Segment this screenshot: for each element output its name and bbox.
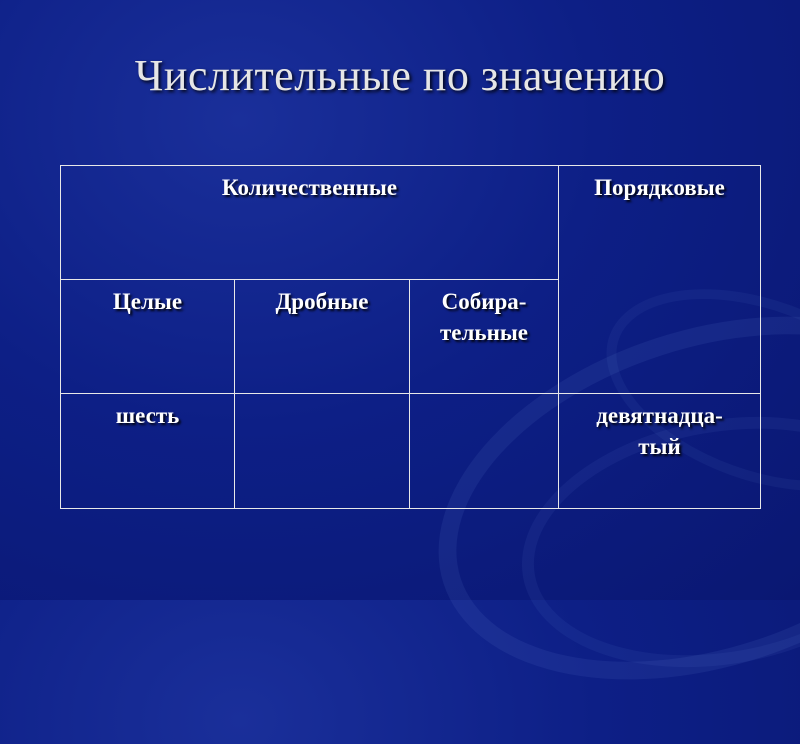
cell-whole-example: шесть [61,394,235,509]
numerals-table [60,165,761,509]
header-collective [410,280,559,394]
header-collective-line1: Собира- [441,289,527,314]
slide-title: Числительные по значению [134,51,666,100]
table-row [61,166,761,280]
cell-ordinal-line1: девятнадца- [596,403,723,428]
header-collective-line2: тельные [440,320,528,345]
cell-ordinal-line2: тый [638,434,681,459]
header-whole: Целые [61,280,235,394]
header-ordinal: Порядковые [559,166,761,394]
table-row [61,394,761,509]
cell-ordinal-example [559,394,761,509]
cell-fractional-example [235,394,410,509]
header-quantitative: Количественные [61,166,559,280]
header-fractional: Дробные [235,280,410,394]
cell-collective-example [410,394,559,509]
